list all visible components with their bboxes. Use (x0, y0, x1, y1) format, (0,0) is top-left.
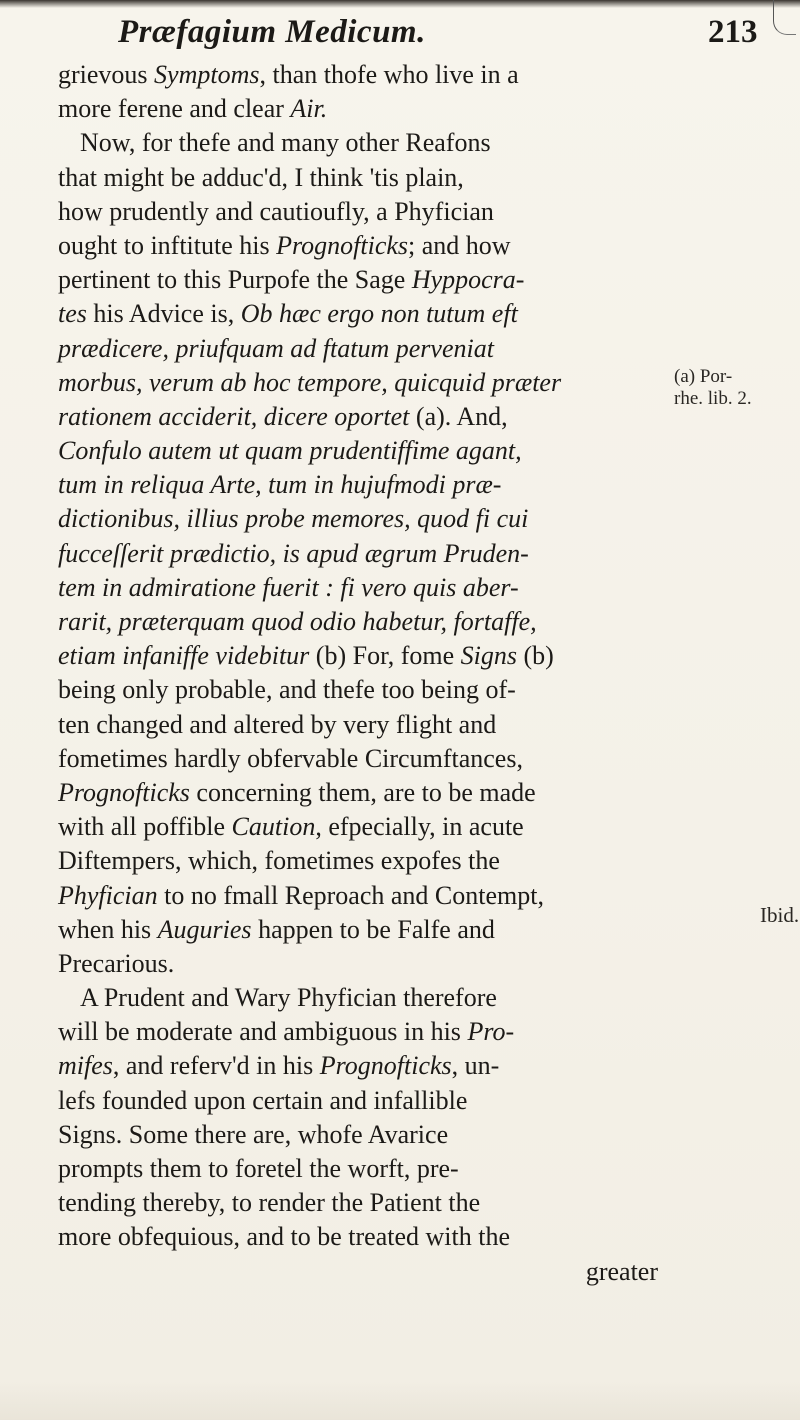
italic-text-segment: Signs (460, 641, 517, 671)
text-line (58, 605, 658, 639)
text-line (58, 1084, 658, 1118)
italic-text-segment: Prognofticks (319, 1051, 452, 1081)
text-line (58, 1015, 658, 1049)
text-segment: that might be adduc'd, I think 'tis plain, (58, 162, 464, 192)
text-segment: (a). And, (409, 401, 508, 431)
text-line (58, 1049, 658, 1083)
marginal-note-b: Ibid. (760, 903, 800, 927)
text-segment: , efpecially, in acute (315, 812, 524, 842)
italic-text-segment: mifes (58, 1051, 113, 1081)
page-number: 213 (708, 14, 758, 50)
text-line (58, 263, 658, 297)
text-segment: ; and how (408, 230, 511, 260)
italic-text-segment: Ob hæc ergo non tutum eft (240, 299, 518, 329)
marginal-note-a-line2: rhe. lib. 2. (674, 388, 752, 409)
text-segment: ought to inftitute his (58, 230, 277, 260)
text-segment: when his (58, 914, 158, 944)
text-line (58, 1255, 658, 1289)
text-line (58, 400, 658, 434)
text-segment: being only probable, and thefe too being of- (58, 675, 516, 705)
italic-text-segment: tum in reliqua Arte, tum in hujufmodi præ- (58, 470, 502, 500)
text-line (58, 502, 658, 536)
text-segment: greater (585, 1256, 658, 1286)
text-line (58, 879, 658, 913)
text-line (58, 1152, 658, 1186)
italic-text-segment: rationem acciderit, dicere oportet (58, 401, 410, 431)
text-line (58, 434, 658, 468)
text-line (58, 229, 658, 263)
text-segment: fometimes hardly obfervable Circumftances, (58, 743, 523, 773)
text-line (58, 1220, 658, 1254)
italic-text-segment: fucceſſerit prædictio, is apud ægrum Pruden- (58, 538, 529, 568)
text-segment: with all poffible (58, 812, 232, 842)
text-line (58, 1186, 658, 1220)
italic-text-segment: Caution (231, 812, 316, 842)
text-line (58, 571, 658, 605)
italic-text-segment: Pro- (467, 1017, 515, 1047)
body-text-block (58, 58, 658, 1289)
text-segment: more obfequious, and to be treated with the (58, 1222, 510, 1252)
text-line (58, 366, 658, 400)
text-segment: how prudently and cautioufly, a Phyfician (58, 196, 494, 226)
text-segment: A Prudent and Wary Phyfician therefore (80, 983, 497, 1013)
italic-text-segment: prædicere, priufquam ad ftatum perveniat (58, 333, 494, 363)
text-line (58, 708, 658, 742)
text-segment: Diftempers, which, fometimes expofes the (58, 846, 500, 876)
text-line (58, 92, 658, 126)
page-top-edge (0, 0, 800, 8)
text-line (58, 126, 658, 160)
text-segment: to no fmall Reproach and Contempt, (157, 880, 544, 910)
italic-text-segment: tes (58, 299, 87, 329)
text-segment: , and referv'd in his (112, 1051, 320, 1081)
text-segment: Now, for thefe and many other Reafons (80, 128, 491, 158)
text-line (58, 468, 658, 502)
text-line (58, 1118, 658, 1152)
text-segment: prompts them to foretel the worft, pre- (58, 1154, 459, 1183)
italic-text-segment: tem in admiratione fuerit : fi vero quis aber- (58, 572, 519, 602)
text-line (58, 195, 658, 229)
text-segment: lefs founded upon certain and infallible (58, 1085, 468, 1115)
text-segment: Signs. Some there are, whofe Avarice (58, 1119, 449, 1149)
italic-text-segment: Symptoms (154, 60, 260, 89)
italic-text-segment: Auguries (157, 914, 252, 944)
text-line (58, 776, 658, 810)
text-line (58, 537, 658, 571)
text-segment: will be moderate and ambiguous in his (58, 1017, 468, 1047)
text-line (58, 58, 658, 92)
text-line (58, 639, 658, 673)
italic-text-segment: rarit, præterquam quod odio habetur, fortaffe, (58, 607, 537, 636)
text-segment: tending thereby, to render the Patient the (58, 1188, 481, 1218)
text-line (58, 844, 658, 878)
text-segment: (b) For, fome (309, 641, 461, 671)
italic-text-segment: Hyppocra- (411, 265, 525, 295)
page-corner-curl (773, 0, 796, 35)
text-line (58, 913, 658, 947)
text-segment: (b) (516, 641, 554, 671)
text-segment: happen to be Falfe and (251, 914, 495, 944)
text-segment: , than thofe who live in a (259, 60, 519, 89)
text-segment: concerning them, are to be made (189, 777, 536, 807)
italic-text-segment: morbus, verum ab hoc tempore, quicquid præter (58, 367, 562, 397)
running-header-title: Præfagium Medicum. (118, 14, 426, 50)
text-segment: more ferene and clear (58, 94, 291, 124)
text-segment: Precarious. (58, 948, 175, 978)
text-segment: pertinent to this Purpofe the Sage (58, 265, 412, 295)
text-segment: his Advice is, (86, 299, 241, 329)
text-segment: ten changed and altered by very flight and (58, 709, 497, 739)
italic-text-segment: Confulo autem ut quam prudentiffime agant, (58, 436, 522, 466)
italic-text-segment: dictionibus, illius probe memores, quod fi cui (58, 504, 529, 534)
italic-text-segment: Air. (290, 94, 328, 124)
text-line (58, 161, 658, 195)
text-line (58, 810, 658, 844)
text-line (58, 297, 658, 331)
text-segment: , un- (451, 1051, 500, 1081)
italic-text-segment: etiam infaniffe videbitur (58, 641, 310, 671)
italic-text-segment: Prognofticks (58, 777, 190, 807)
text-line (58, 332, 658, 366)
text-segment: grievous (58, 60, 155, 89)
text-line (58, 673, 658, 707)
text-line (58, 981, 658, 1015)
marginal-note-a-line1: (a) Por- (674, 366, 733, 387)
text-line (58, 947, 658, 981)
italic-text-segment: Phyfician (58, 880, 158, 910)
text-line (58, 742, 658, 776)
page-bottom-shade (0, 1380, 800, 1420)
italic-text-segment: Prognofticks (276, 230, 409, 260)
